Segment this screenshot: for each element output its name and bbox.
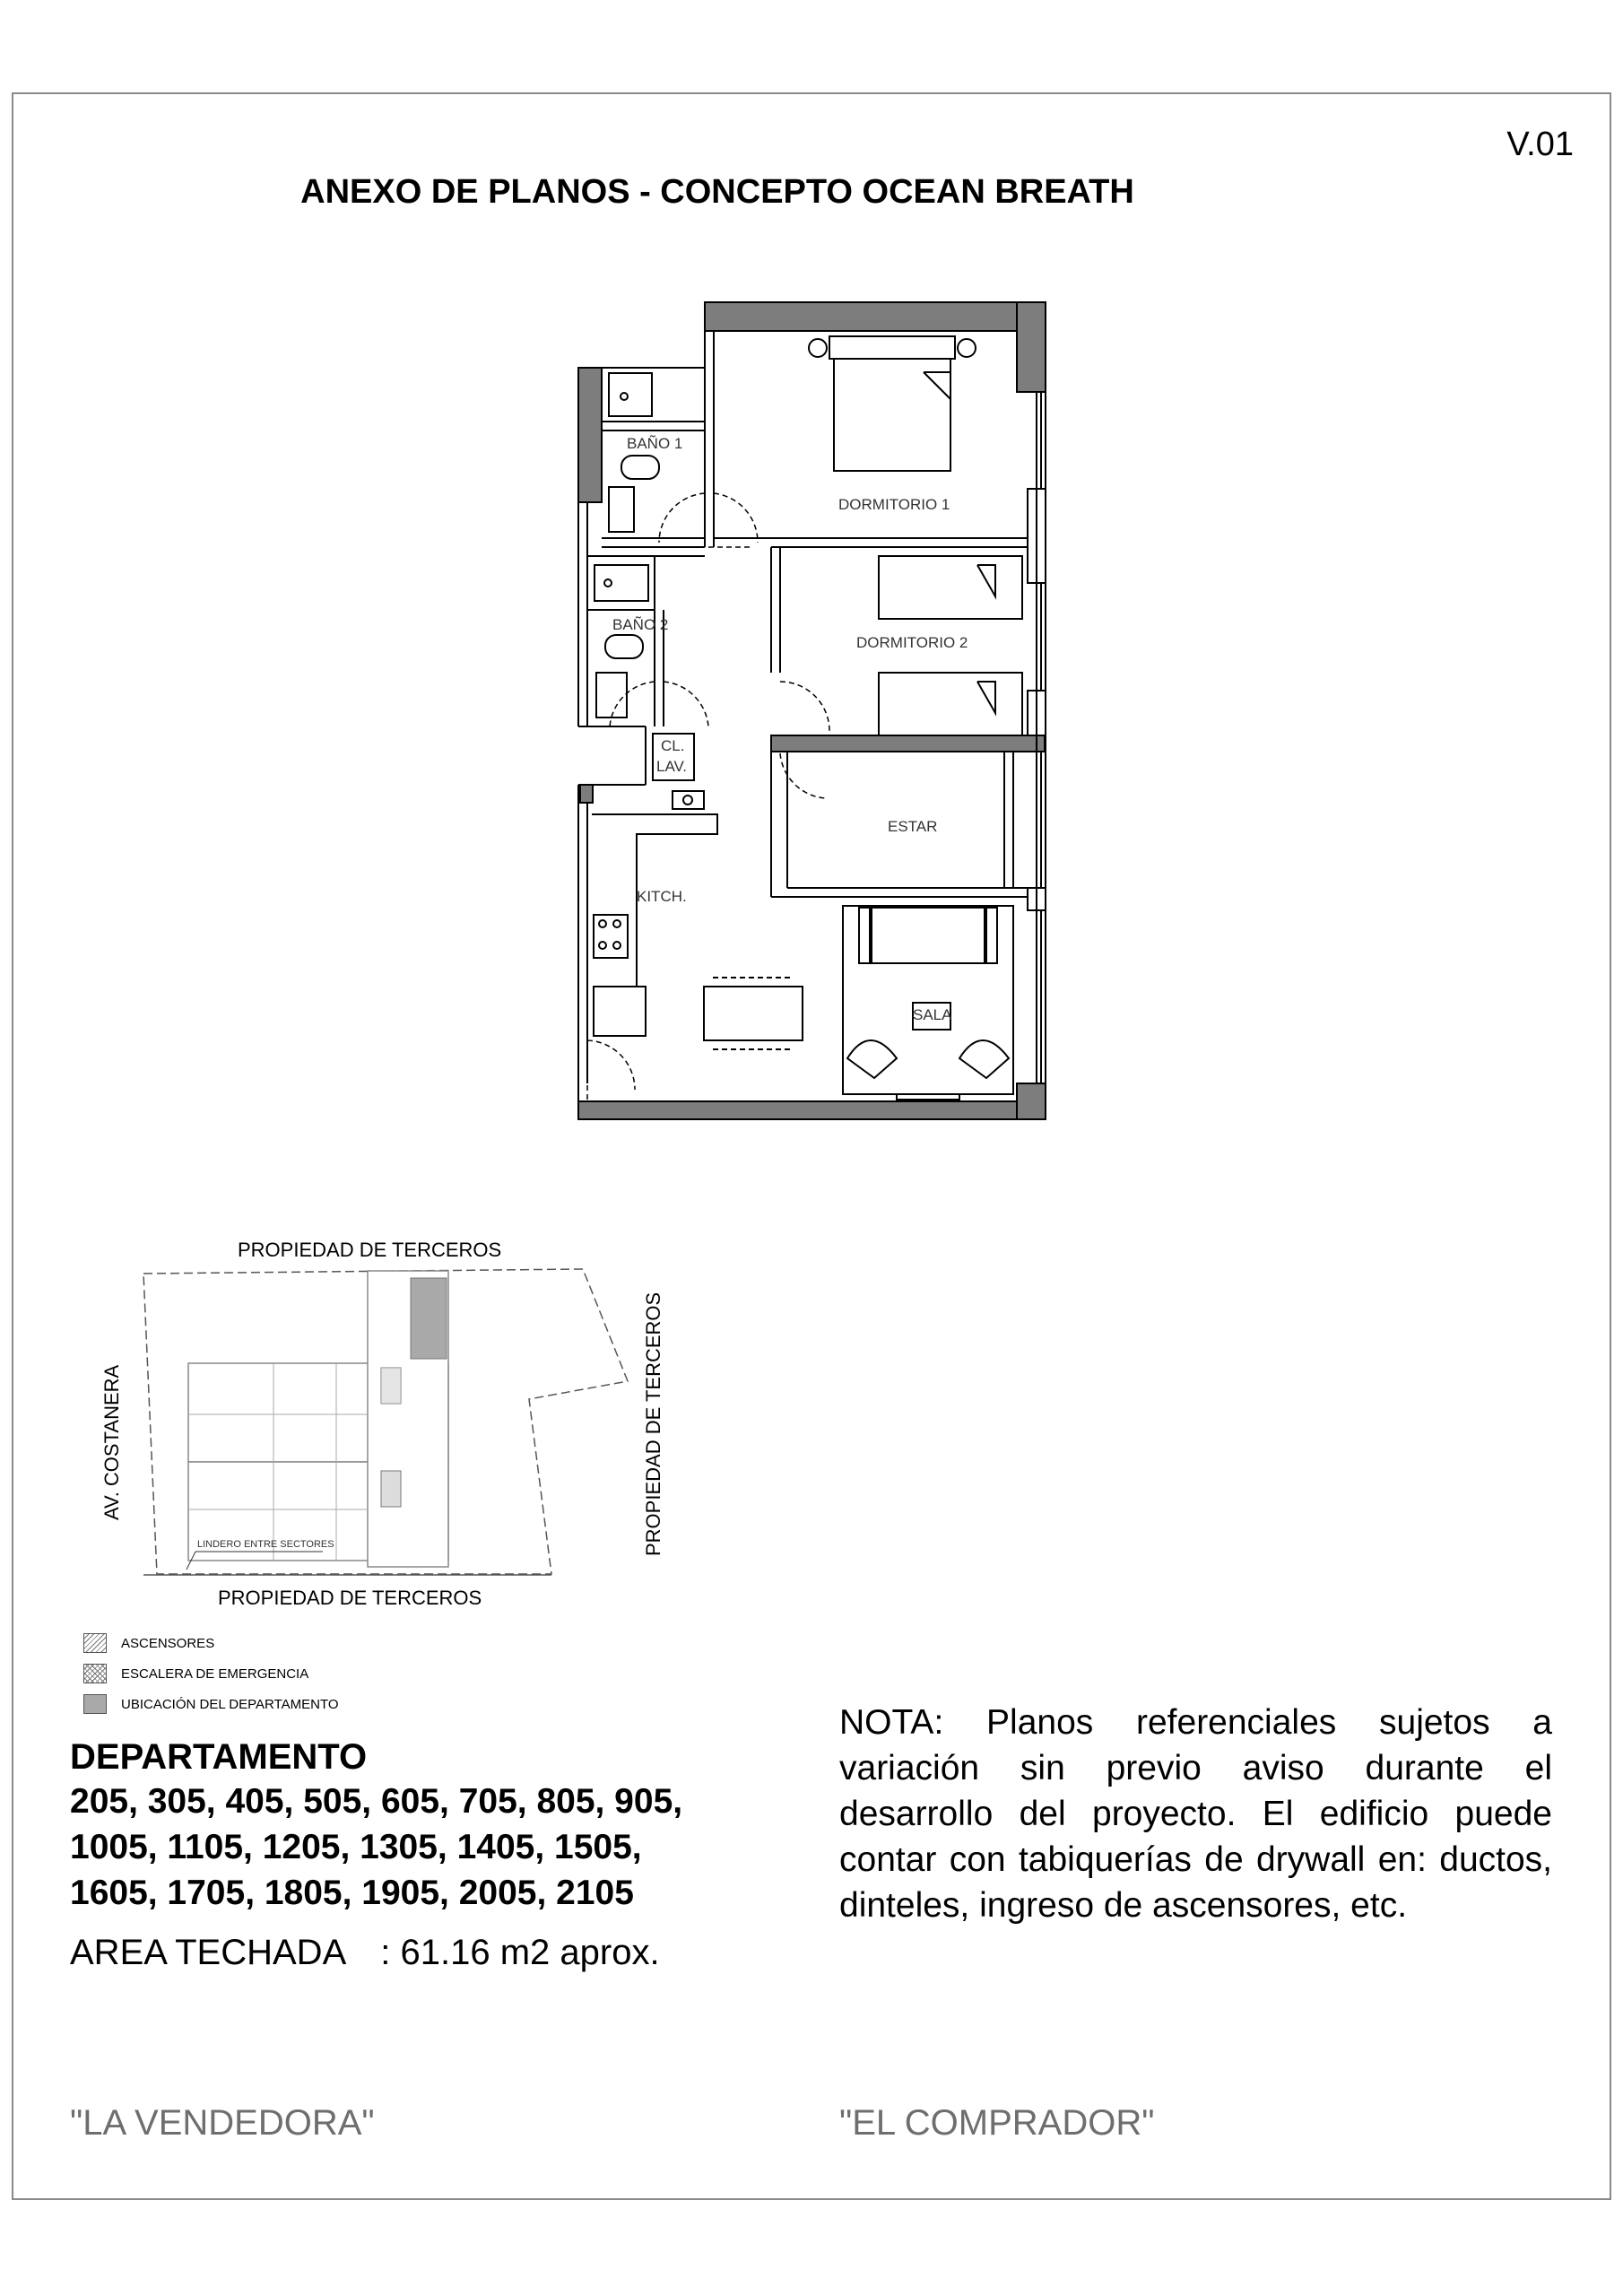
room-label-cl: CL. xyxy=(661,737,685,754)
buyer-signature-label: "EL COMPRADOR" xyxy=(839,2103,1155,2143)
legend-item-ascensores xyxy=(83,1628,339,1658)
department-heading: DEPARTAMENTO xyxy=(70,1737,368,1777)
site-label-boundary: LINDERO ENTRE SECTORES xyxy=(197,1539,334,1550)
department-block xyxy=(70,1735,682,1916)
department-units: 205, 305, 405, 505, 605, 705, 805, 905, xyxy=(70,1782,683,1821)
room-label-dormitorio2: DORMITORIO 2 xyxy=(856,634,968,651)
floor-plan xyxy=(538,296,1058,1130)
area-label: AREA TECHADA xyxy=(70,1933,345,1972)
site-label-top: PROPIEDAD DE TERCEROS xyxy=(238,1239,502,1261)
room-label-bano1: BAÑO 1 xyxy=(627,435,683,452)
site-legend xyxy=(83,1628,339,1719)
legend-label: ESCALERA DE EMERGENCIA xyxy=(121,1665,309,1682)
page-title: ANEXO DE PLANOS - CONCEPTO OCEAN BREATH xyxy=(300,173,1134,211)
department-units: 1005, 1105, 1205, 1305, 1405, 1505, xyxy=(70,1828,642,1866)
site-plan xyxy=(81,1224,690,1619)
solid-swatch-icon xyxy=(83,1694,107,1714)
legend-item-escalera xyxy=(83,1658,339,1689)
note-text: NOTA: Planos referenciales sujetos a variación sin previo aviso durante el desarrollo del proyecto. El edificio puede contar con tabiquerías de drywall en: ductos, dinteles, ingreso de ascensores, etc. xyxy=(839,1703,1552,1925)
legend-label: UBICACIÓN DEL DEPARTAMENTO xyxy=(121,1696,339,1712)
crosshatch-swatch-icon xyxy=(83,1664,107,1683)
version-label: V.01 xyxy=(1506,126,1574,163)
room-label-dormitorio1: DORMITORIO 1 xyxy=(838,496,950,513)
room-label-bano2: BAÑO 2 xyxy=(612,616,669,633)
room-label-lav: LAV. xyxy=(656,758,688,775)
site-label-right: PROPIEDAD DE TERCEROS xyxy=(642,1292,664,1556)
area-techada xyxy=(70,1933,660,1973)
area-value: : 61.16 m2 aprox. xyxy=(380,1933,660,1972)
legend-item-ubicacion xyxy=(83,1689,339,1719)
room-label-estar: ESTAR xyxy=(888,818,938,835)
department-units: 1605, 1705, 1805, 1905, 2005, 2105 xyxy=(70,1874,634,1912)
legend-label: ASCENSORES xyxy=(121,1635,215,1651)
room-label-sala: SALA xyxy=(913,1006,952,1023)
room-label-kitch: KITCH. xyxy=(637,888,687,905)
seller-signature-label: "LA VENDEDORA" xyxy=(70,2103,375,2143)
hatch-swatch-icon xyxy=(83,1633,107,1653)
site-label-bottom: PROPIEDAD DE TERCEROS xyxy=(218,1587,482,1609)
site-label-left: AV. COSTANERA xyxy=(100,1364,123,1520)
